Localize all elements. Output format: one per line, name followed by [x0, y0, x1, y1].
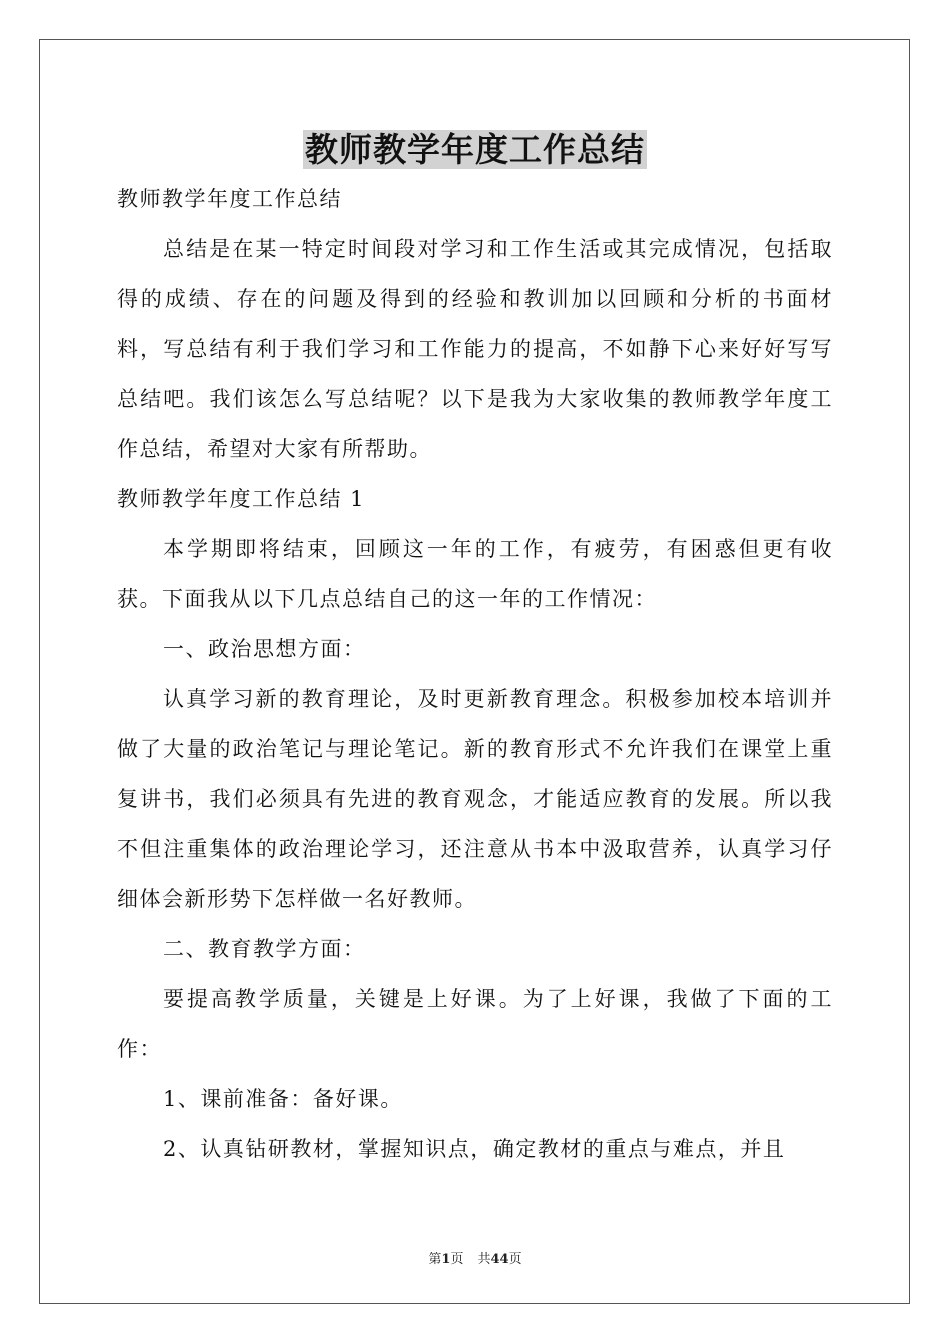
body-paragraph: 认真学习新的教育理论，及时更新教育理念。积极参加校本培训并做了大量的政治笔记与理论笔记。新的教育形式不允许我们在课堂上重复讲书，我们必须具有先进的教育观念，才能适应教育的发展。所以我不但注重集体的政治理论学习，还注意从书本中汲取营养，认真学习仔细体会新形势下怎样做一名好教师。 — [117, 687, 833, 911]
document-body — [117, 174, 833, 1174]
body-paragraph: 要提高教学质量，关键是上好课。为了上好课，我做了下面的工作： — [117, 987, 833, 1061]
section-heading: 教师教学年度工作总结 — [117, 187, 342, 211]
document-title — [0, 124, 950, 171]
body-paragraph: 总结是在某一特定时间段对学习和工作生活或其完成情况，包括取得的成绩、存在的问题及得到的经验和教训加以回顾和分析的书面材料，写总结有利于我们学习和工作能力的提高，不如静下心来好好写写总结吧。我们该怎么写总结呢？以下是我为大家收集的教师教学年度工作总结，希望对大家有所帮助。 — [117, 237, 833, 461]
body-paragraph: 2、认真钻研教材，掌握知识点，确定教材的重点与难点，并且 — [163, 1137, 786, 1161]
body-paragraph: 本学期即将结束，回顾这一年的工作，有疲劳，有困惑但更有收获。下面我从以下几点总结自己的这一年的工作情况： — [117, 537, 833, 611]
total-page-count: 44 — [490, 1252, 509, 1267]
page-prefix: 第 — [428, 1252, 442, 1267]
current-page-number: 1 — [441, 1252, 451, 1267]
total-unit: 页 — [508, 1252, 522, 1267]
page-unit: 页 — [450, 1252, 464, 1267]
page-footer — [0, 1248, 950, 1267]
total-prefix: 共 — [477, 1252, 491, 1267]
body-paragraph: 二、教育教学方面： — [163, 937, 366, 961]
body-paragraph: 一、政治思想方面： — [163, 637, 366, 661]
body-paragraph: 1、课前准备：备好课。 — [163, 1087, 403, 1111]
document-title-text: 教师教学年度工作总结 — [305, 130, 645, 169]
section-heading: 教师教学年度工作总结 1 — [117, 487, 366, 511]
